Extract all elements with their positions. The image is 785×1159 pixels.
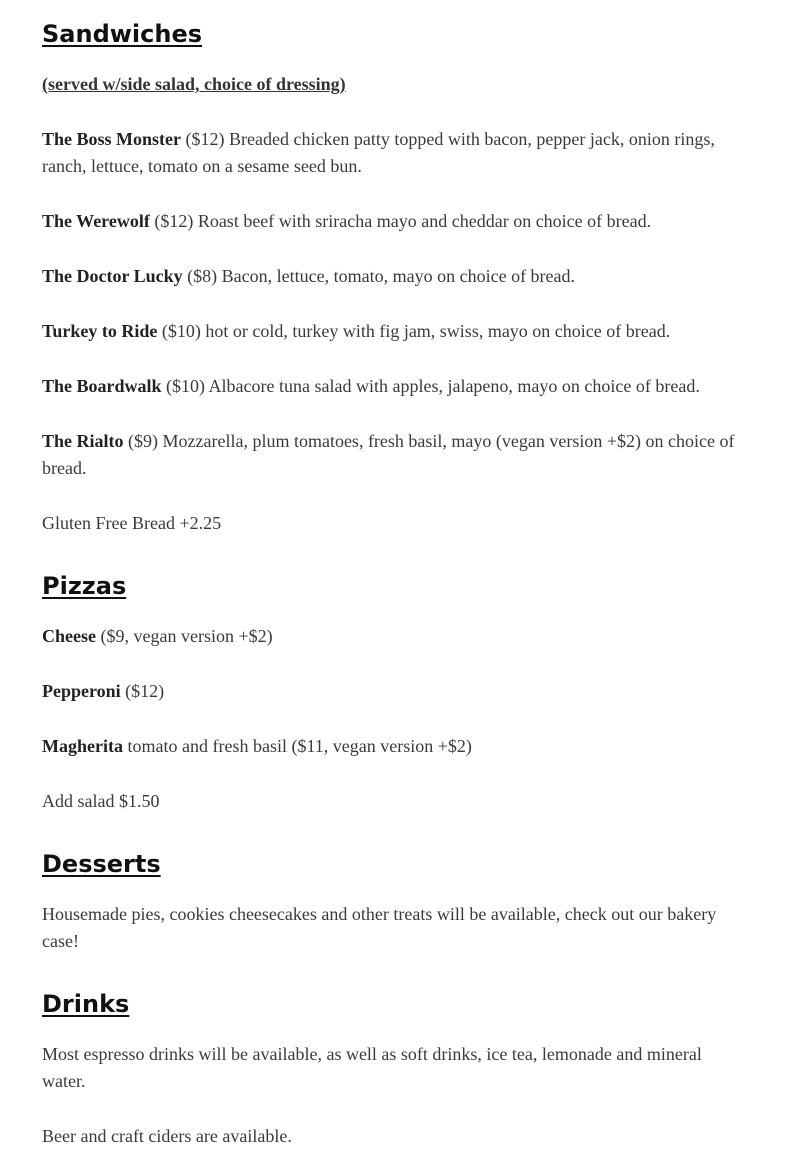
desserts-text: Housemade pies, cookies cheesecakes and other treats will be available, check out our bakery case!	[42, 904, 717, 951]
menu-item	[42, 208, 742, 235]
menu-item-description: ($9) Mozzarella, plum tomatoes, fresh basil, mayo (vegan version +$2) on choice of bread.	[42, 431, 735, 478]
menu-item-description: ($12) Roast beef with sriracha mayo and cheddar on choice of bread.	[149, 211, 652, 231]
menu-item-name: Pepperoni	[42, 681, 121, 701]
sandwiches-heading: Sandwiches	[42, 20, 203, 48]
menu-item-name: The Rialto	[42, 431, 124, 451]
menu-item-name: The Boardwalk	[42, 376, 162, 396]
drinks-heading: Drinks	[42, 990, 130, 1018]
menu-item-name: Turkey to Ride	[42, 321, 158, 341]
add-salad-note: Add salad $1.50	[42, 791, 160, 811]
menu-item-description: ($9, vegan version +$2)	[95, 626, 273, 646]
menu-item-description: tomato and fresh basil ($11, vegan version +$2)	[122, 736, 472, 756]
menu-item-name: The Werewolf	[42, 211, 150, 231]
menu-item-name: The Doctor Lucky	[42, 266, 183, 286]
gluten-free-note: Gluten Free Bread +2.25	[42, 513, 222, 533]
sandwiches-subtitle: (served w/side salad, choice of dressing)	[42, 74, 346, 94]
menu-item	[42, 678, 742, 705]
menu-item-description: ($12)	[120, 681, 165, 701]
menu-item-name: Cheese	[42, 626, 96, 646]
menu-item	[42, 318, 742, 345]
menu-item-description: ($10) hot or cold, turkey with fig jam, swiss, mayo on choice of bread.	[157, 321, 671, 341]
beer-cider-note: Beer and craft ciders are available.	[42, 1126, 292, 1146]
menu-item-name: Magherita	[42, 736, 123, 756]
menu-item	[42, 263, 742, 290]
menu-item-description: ($12) Breaded chicken patty topped with bacon, pepper jack, onion rings, ranch, lettuce, tomato on a sesame seed bun.	[42, 129, 715, 176]
menu-item	[42, 428, 742, 482]
menu-item	[42, 126, 742, 180]
menu-item	[42, 373, 742, 400]
menu-item-description: ($8) Bacon, lettuce, tomato, mayo on choice of bread.	[182, 266, 576, 286]
pizzas-heading: Pizzas	[42, 572, 127, 600]
menu-item	[42, 623, 742, 650]
drinks-text: Most espresso drinks will be available, as well as soft drinks, ice tea, lemonade and mineral water.	[42, 1044, 702, 1091]
menu-item	[42, 733, 742, 760]
desserts-heading: Desserts	[42, 850, 161, 878]
menu-item-description: ($10) Albacore tuna salad with apples, jalapeno, mayo on choice of bread.	[161, 376, 700, 396]
menu-item-name: The Boss Monster	[42, 129, 181, 149]
